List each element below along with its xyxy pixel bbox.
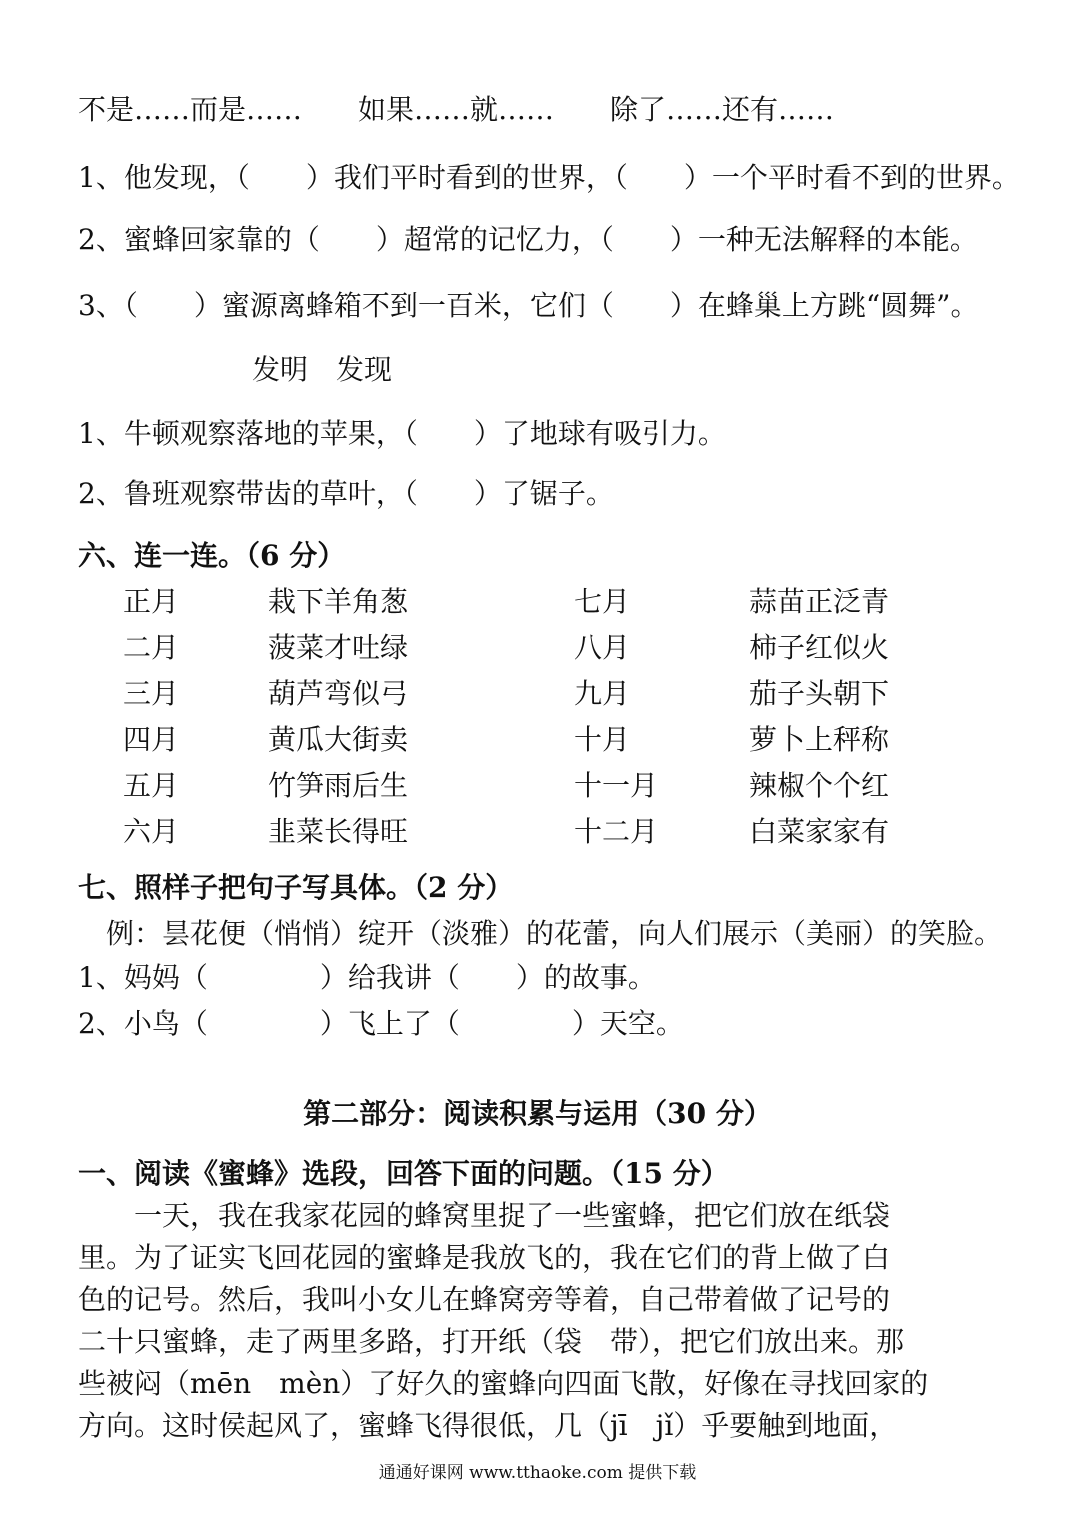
month-right: 十月 xyxy=(574,723,631,756)
phrase-left: 葫芦弯似弓 xyxy=(268,677,409,710)
month-left: 三月 xyxy=(123,677,180,710)
connective-question-2: 2、蜜蜂回家靠的（ ）超常的记忆力，（ ）一种无法解释的本能。 xyxy=(78,223,978,256)
passage-line: 色的记号。然后，我叫小女儿在蜂窝旁等着，自己带着做了记号的 xyxy=(78,1283,891,1316)
passage-line: 二十只蜜蜂，走了两里多路，打开纸（袋 带），把它们放出来。那 xyxy=(78,1325,905,1358)
section-6-heading: 六、连一连。（6 分） xyxy=(78,539,346,572)
month-left: 正月 xyxy=(123,585,180,618)
phrase-left: 菠菜才吐绿 xyxy=(268,631,409,664)
month-right: 八月 xyxy=(574,631,631,664)
footer-credit: 通通好课网 www.tthaoke.com 提供下载 xyxy=(378,1463,697,1483)
phrase-right: 茄子头朝下 xyxy=(749,677,890,710)
section-7-heading: 七、照样子把句子写具体。（2 分） xyxy=(78,871,514,904)
phrase-right: 柿子红似火 xyxy=(749,631,890,664)
phrase-right: 白菜家家有 xyxy=(749,815,890,848)
example-sentence: 例：昙花便（悄悄）绽开（淡雅）的花蕾，向人们展示（美丽）的笑脸。 xyxy=(106,917,1003,950)
passage-line: 里。为了证实飞回花园的蜜蜂是我放飞的，我在它们的背上做了白 xyxy=(78,1241,891,1274)
section-7-question-1: 1、妈妈（ ）给我讲（ ）的故事。 xyxy=(78,961,656,994)
month-left: 六月 xyxy=(123,815,180,848)
month-right: 十一月 xyxy=(574,769,659,802)
part-2-title: 第二部分：阅读积累与运用（30 分） xyxy=(303,1097,772,1130)
connective-question-1: 1、他发现，（ ）我们平时看到的世界，（ ）一个平时看不到的世界。 xyxy=(78,161,1020,194)
section-7-question-2: 2、小鸟（ ）飞上了（ ）天空。 xyxy=(78,1007,684,1040)
passage-line: 些被闷（mēn mèn）了好久的蜜蜂向四面飞散，好像在寻找回家的 xyxy=(78,1367,929,1400)
word-choice-options: 发明 发现 xyxy=(252,353,393,386)
month-right: 九月 xyxy=(574,677,631,710)
reading-question-heading: 一、阅读《蜜蜂》选段，回答下面的问题。（15 分） xyxy=(78,1157,729,1190)
phrase-right: 蒜苗正泛青 xyxy=(749,585,890,618)
month-left: 四月 xyxy=(123,723,180,756)
phrase-left: 韭菜长得旺 xyxy=(268,815,409,848)
connective-options: 不是……而是…… 如果……就…… 除了……还有…… xyxy=(78,93,835,126)
phrase-left: 竹笋雨后生 xyxy=(268,769,409,802)
phrase-right: 萝卜上秤称 xyxy=(749,723,890,756)
month-right: 十二月 xyxy=(574,815,659,848)
word-choice-question-2: 2、鲁班观察带齿的草叶，（ ）了锯子。 xyxy=(78,477,614,510)
month-left: 五月 xyxy=(123,769,180,802)
connective-question-3: 3、（ ）蜜源离蜂箱不到一百米，它们（ ）在蜂巢上方跳“圆舞”。 xyxy=(78,289,979,322)
phrase-left: 栽下羊角葱 xyxy=(268,585,409,618)
month-left: 二月 xyxy=(123,631,180,664)
phrase-left: 黄瓜大街卖 xyxy=(268,723,409,756)
word-choice-question-1: 1、牛顿观察落地的苹果，（ ）了地球有吸引力。 xyxy=(78,417,726,450)
phrase-right: 辣椒个个红 xyxy=(749,769,890,802)
passage-line: 一天，我在我家花园的蜂窝里捉了一些蜜蜂，把它们放在纸袋 xyxy=(78,1199,891,1232)
passage-line: 方向。这时侯起风了，蜜蜂飞得很低，几（jī jǐ）乎要触到地面， xyxy=(78,1409,898,1442)
month-right: 七月 xyxy=(574,585,631,618)
